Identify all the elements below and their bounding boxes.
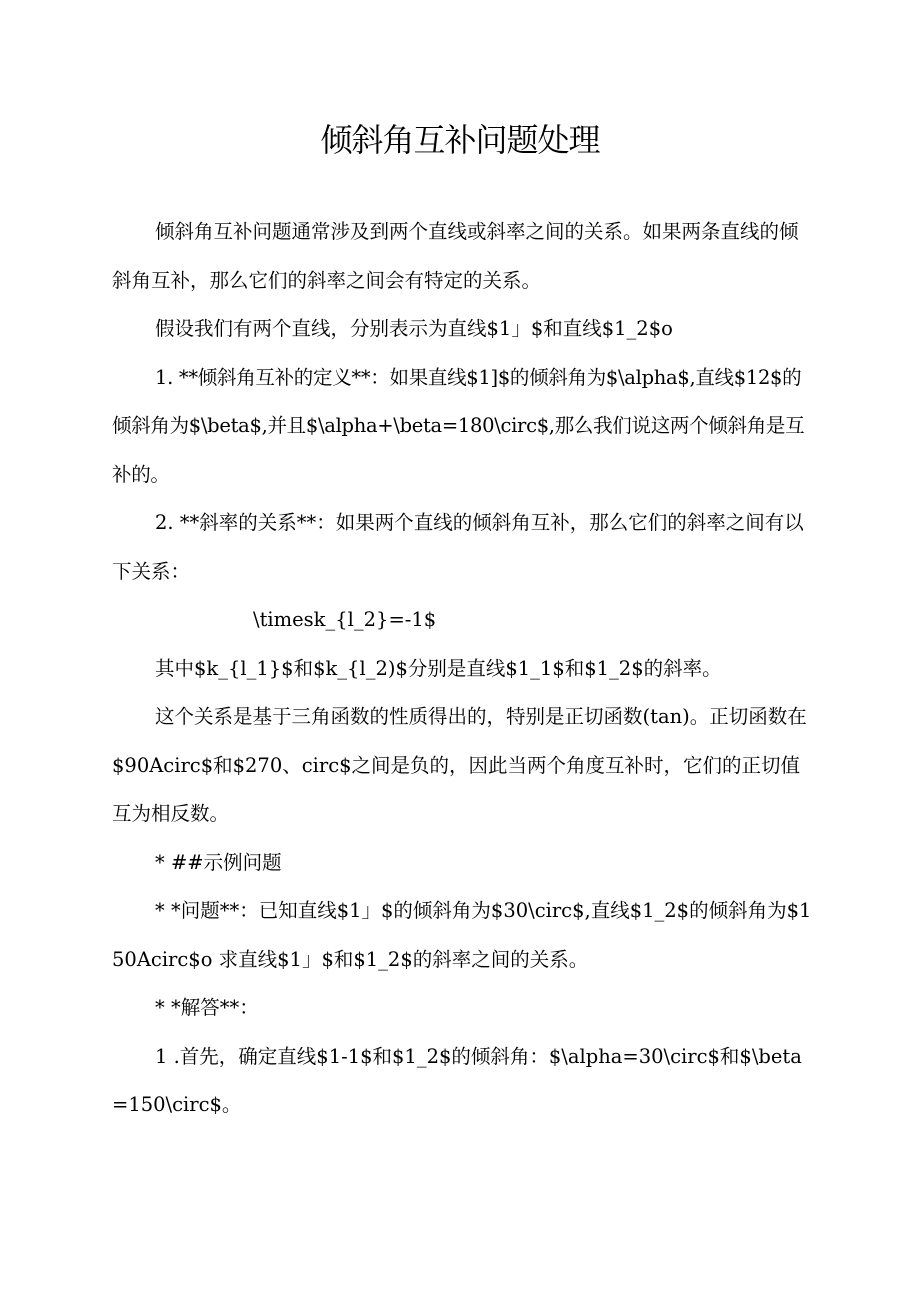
paragraph-slope-relation: 2. **斜率的关系**：如果两个直线的倾斜角互补，那么它们的斜率之间有以下关系： <box>112 511 804 583</box>
document-title: 倾斜角互补问题处理 <box>320 121 600 159</box>
paragraph-intro: 倾斜角互补问题通常涉及到两个直线或斜率之间的关系。如果两条直线的倾斜角互补，那么它们的斜率之间会有特定的关系。 <box>112 220 799 292</box>
heading-answer: * *解答**： <box>155 996 259 1019</box>
paragraph-where: 其中$k_{l_1}$和$k_{l_2)$分别是直线$1_1$和$1_2$的斜率。 <box>155 656 722 680</box>
paragraph-step-1: 1 .首先，确定直线$1-1$和$1_2$的倾斜角：$\alpha=30\circ$和$\beta=150\circ$。 <box>112 1044 802 1116</box>
paragraph-definition: 1. **倾斜角互补的定义**：如果直线$1]$的倾斜角为$\alpha$,直线$12$的倾斜角为$\beta$,并且$\alpha+\beta=180\circ$,那么我们说这两个倾斜角是互补的。 <box>112 365 805 486</box>
paragraph-question: * *问题**：已知直线$1」$的倾斜角为$30\circ$,直线$1_2$的倾斜角为$150Acirc$o 求直线$1」$和$1_2$的斜率之间的关系。 <box>112 899 812 971</box>
heading-example: * ##示例问题 <box>155 850 282 874</box>
formula-line: \timesk_{l_2}=-1$ <box>253 608 437 631</box>
paragraph-explanation: 这个关系是基于三角函数的性质得出的，特别是正切函数(tan)。正切函数在$90Acirc$和$270、circ$之间是负的，因此当两个角度互补时，它们的正切值互为相反数。 <box>112 705 807 825</box>
document-body <box>112 208 812 1130</box>
paragraph-assumption: 假设我们有两个直线，分别表示为直线$1」$和直线$1_2$o <box>155 317 673 340</box>
